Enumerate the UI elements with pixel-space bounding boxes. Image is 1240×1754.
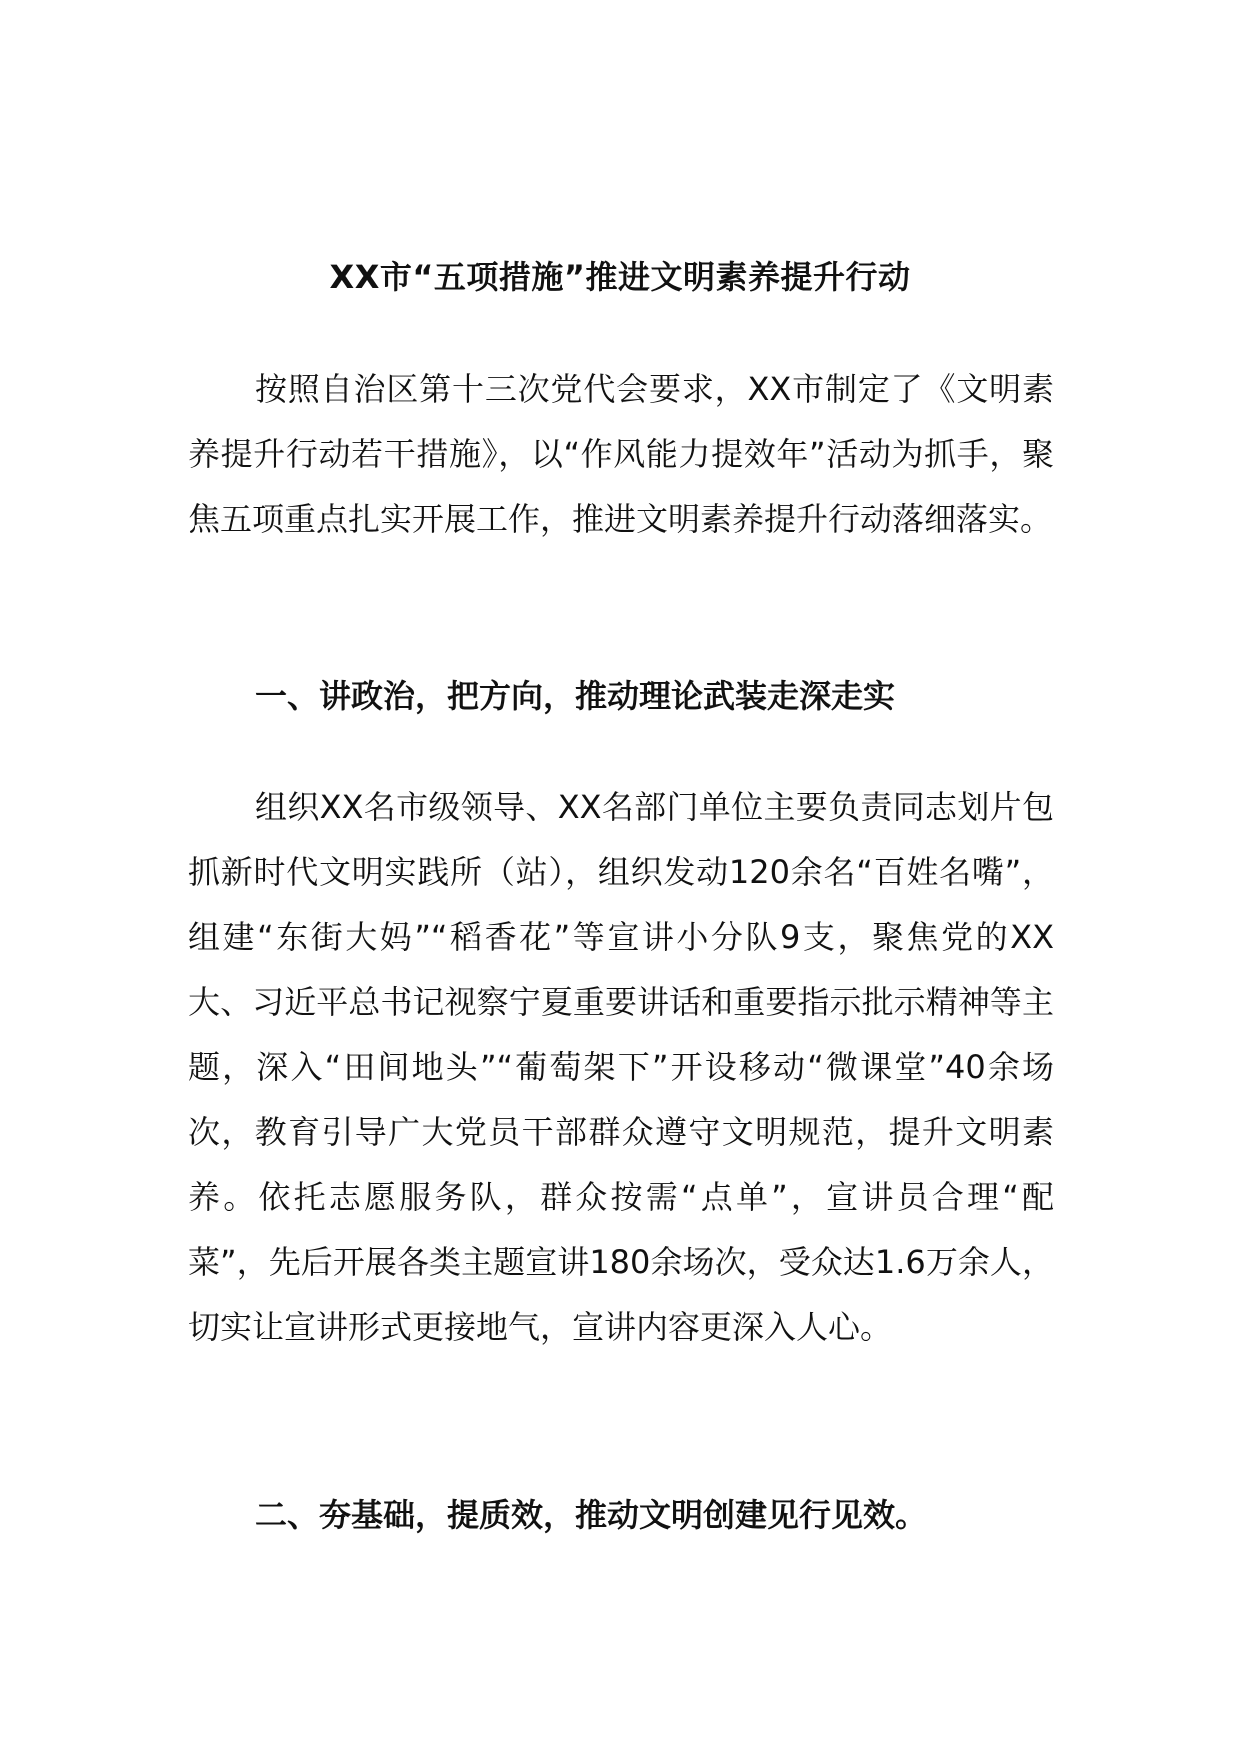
section-heading-1: 一、讲政治，把方向，推动理论武装走深走实	[255, 677, 896, 715]
intro-paragraph: 按照自治区第十三次党代会要求，XX市制定了《文明素养提升行动若干措施》，以“作风能力提效年”活动为抓手，聚焦五项重点扎实开展工作，推进文明素养提升行动落细落实。	[188, 370, 1054, 538]
section-body-1: 组织XX名市级领导、XX名部门单位主要负责同志划片包抓新时代文明实践所（站），组织发动120余名“百姓名嘴”，组建“东街大妈”“稻香花”等宣讲小分队9支，聚焦党的XX大、习近平总书记视察宁夏重要讲话和重要指示批示精神等主题，深入“田间地头”“葡萄架下”开设移动“微课堂”40余场次，教育引导广大党员干部群众遵守文明规范，提升文明素养。依托志愿服务队，群众按需“点单”，宣讲员合理“配菜”，先后开展各类主题宣讲180余场次，受众达1.6万余人，切实让宣讲形式更接地气，宣讲内容更深入人心。	[188, 788, 1054, 1346]
section-heading-2: 二、夯基础，提质效，推动文明创建见行见效。	[255, 1496, 928, 1534]
document-title: XX市“五项措施”推进文明素养提升行动	[329, 258, 911, 296]
